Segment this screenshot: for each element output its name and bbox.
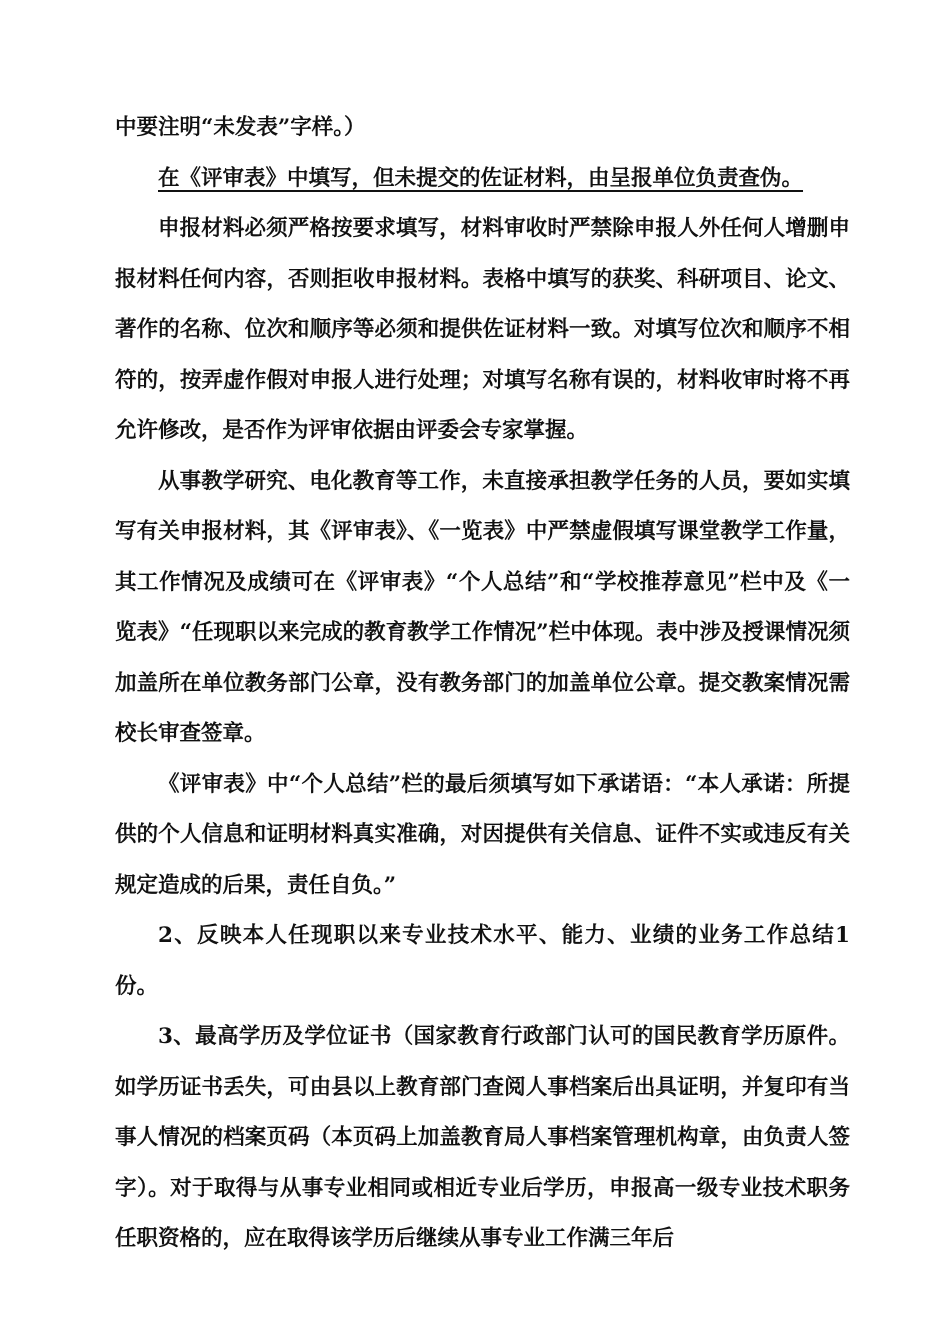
paragraph-continuation: 中要注明“未发表”字样。）: [115, 115, 366, 140]
paragraph-item-3: 3、最高学历及学位证书（国家教育行政部门认可的国民教育学历原件。如学历证书丢失，可由县以上教育部门查阅人事档案后出具证明，并复印有当事人情况的档案页码（本页码上加盖教育局人事档案管理机构章，由负责人签字）。对于取得与从事专业相同或相近专业后学历，申报高一级专业技术职务任职资格的，应在取得该学历后继续从事专业工作满三年后: [115, 1024, 850, 1251]
paragraph-filling-requirements: 申报材料必须严格按要求填写，材料审收时严禁除申报人外任何人增删申报材料任何内容，否则拒收申报材料。表格中填写的获奖、科研项目、论文、著作的名称、位次和顺序等必须和提供佐证材料一致。对填写位次和顺序不相符的，按弄虚作假对申报人进行处理；对填写名称有误的，材料收审时将不再允许修改，是否作为评审依据由评委会专家掌握。: [115, 216, 850, 443]
paragraph-non-teaching-staff: 从事教学研究、电化教育等工作，未直接承担教学任务的人员，要如实填写有关申报材料，其《评审表》、《一览表》中严禁虚假填写课堂教学工作量，其工作情况及成绩可在《评审表》“个人总结”和“学校推荐意见”栏中及《一览表》“任现职以来完成的教育教学工作情况”栏中体现。表中涉及授课情况须加盖所在单位教务部门公章，没有教务部门的加盖单位公章。提交教案情况需校长审查签章。: [115, 468, 850, 746]
paragraph-item-2: 2、反映本人任现职以来专业技术水平、能力、业绩的业务工作总结1份。: [115, 923, 850, 999]
document-body: [115, 103, 850, 1265]
underlined-note-text: 在《评审表》中填写，但未提交的佐证材料，由呈报单位负责查伪。: [158, 165, 804, 191]
paragraph-commitment-statement: 《评审表》中“个人总结”栏的最后须填写如下承诺语：“本人承诺：所提供的个人信息和证明材料真实准确，对因提供有关信息、证件不实或违反有关规定造成的后果，责任自负。”: [115, 771, 850, 898]
paragraph-underlined-note: [115, 154, 850, 205]
